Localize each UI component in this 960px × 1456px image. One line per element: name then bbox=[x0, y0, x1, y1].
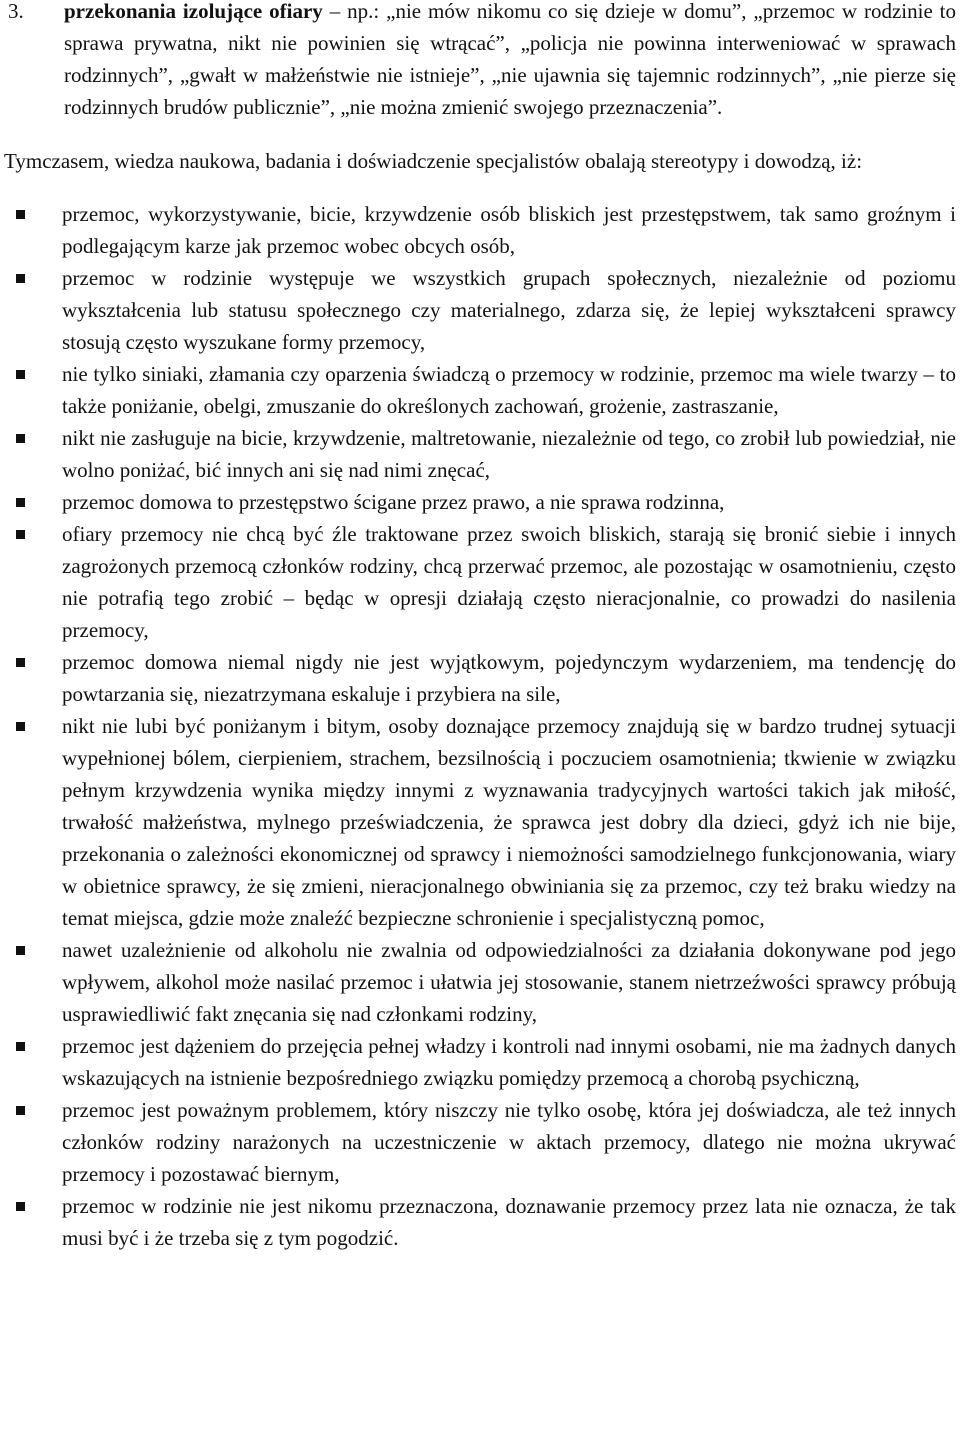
bullet-text: przemoc w rodzinie nie jest nikomu przeznaczona, doznawanie przemocy przez lata nie oznacza, że tak musi być i że trzeba się z tym pogodzić. bbox=[62, 1194, 956, 1250]
list-item bbox=[4, 262, 956, 358]
square-bullet-icon bbox=[16, 658, 25, 667]
bullet-text: ofiary przemocy nie chcą być źle traktowane przez swoich bliskich, starają się bronić siebie i innych zagrożonych przemocą członków rodziny, chcą przerwać przemoc, ale pozostając w osamotnieniu, często nie potrafią tego zrobić – będąc w opresji działają często nieracjonalnie, co prowadzi do nasilenia przemocy, bbox=[62, 522, 956, 642]
list-item bbox=[4, 934, 956, 1030]
list-item bbox=[4, 1094, 956, 1190]
bullet-text: przemoc, wykorzystywanie, bicie, krzywdzenie osób bliskich jest przestępstwem, tak samo groźnym i podlegającym karze jak przemoc wobec obcych osób, bbox=[62, 202, 956, 258]
list-item bbox=[4, 518, 956, 646]
bullet-text: nie tylko siniaki, złamania czy oparzenia świadczą o przemocy w rodzinie, przemoc ma wiele twarzy – to także poniżanie, obelgi, zmuszanie do określonych zachowań, grożenie, zastraszanie, bbox=[62, 362, 956, 418]
square-bullet-icon bbox=[16, 1042, 25, 1051]
square-bullet-icon bbox=[16, 1202, 25, 1211]
square-bullet-icon bbox=[16, 1106, 25, 1115]
list-item bbox=[4, 710, 956, 934]
list-item bbox=[4, 646, 956, 710]
bullet-text: przemoc domowa to przestępstwo ścigane przez prawo, a nie sprawa rodzinna, bbox=[62, 490, 725, 514]
list-item-number: 3. bbox=[8, 0, 24, 23]
bullet-text: nawet uzależnienie od alkoholu nie zwalnia od odpowiedzialności za działania dokonywane pod jego wpływem, alkohol może nasilać przemoc i ułatwia jej stosowanie, stanem nietrzeźwości sprawcy próbują usprawiedliwić fakt znęcania się nad członkami rodziny, bbox=[62, 938, 956, 1026]
list-item bbox=[4, 486, 956, 518]
item-3-text: np.: „nie mów nikomu co się dzieje w domu”, „przemoc w rodzinie to sprawa prywatna, nikt nie powinien się wtrącać”, „policja nie powinna interweniować w sprawach rodzinnych”, „gwałt w małżeństwie nie istnieje”, „nie ujawnia się tajemnic rodzinnych”, „nie pierze się rodzinnych brudów publicznie”, „nie można zmienić swojego przeznaczenia”. bbox=[64, 0, 957, 119]
square-bullet-icon bbox=[16, 210, 25, 219]
bullet-text: przemoc jest poważnym problemem, który niszczy nie tylko osobę, która jej doświadcza, ale też innych członków rodziny narażonych na uczestniczenie w aktach przemocy, dlatego nie można ukrywać przemocy i pozostawać biernym, bbox=[62, 1098, 956, 1186]
intro-paragraph: Tymczasem, wiedza naukowa, badania i doświadczenie specjalistów obalają stereotypy i dowodzą, iż: bbox=[4, 149, 863, 173]
square-bullet-icon bbox=[16, 530, 25, 539]
list-item bbox=[4, 422, 956, 486]
square-bullet-icon bbox=[16, 498, 25, 507]
square-bullet-icon bbox=[16, 434, 25, 443]
square-bullet-icon bbox=[16, 722, 25, 731]
square-bullet-icon bbox=[16, 946, 25, 955]
bold-term: przekonania izolujące ofiary bbox=[64, 0, 323, 23]
bullet-text: przemoc jest dążeniem do przejęcia pełnej władzy i kontroli nad innymi osobami, nie ma żadnych danych wskazujących na istnienie bezpośredniego związku pomiędzy przemocą a chorobą psychiczną, bbox=[62, 1034, 956, 1090]
bullet-list bbox=[4, 198, 956, 1254]
list-item bbox=[4, 198, 956, 262]
square-bullet-icon bbox=[16, 370, 25, 379]
bullet-text: nikt nie zasługuje na bicie, krzywdzenie, maltretowanie, niezależnie od tego, co zrobił lub powiedział, nie wolno poniżać, bić innych ani się nad nimi znęcać, bbox=[62, 426, 956, 482]
bullet-text: przemoc w rodzinie występuje we wszystkich grupach społecznych, niezależnie od poziomu wykształcenia lub statusu społecznego czy materialnego, zdarza się, że lepiej wykształceni sprawcy stosują często wyszukane formy przemocy, bbox=[62, 266, 956, 354]
bullet-text: nikt nie lubi być poniżanym i bitym, osoby doznające przemocy znajdują się w bardzo trudnej sytuacji wypełnionej bólem, cierpieniem, strachem, bezsilnością i poczuciem osamotnienia; tkwienie w związku pełnym krzywdzenia wynika między innymi z wyznawania tradycyjnych wartości takich jak miłość, trwałość małżeństwa, mylnego przeświadczenia, że sprawca jest dobry dla dzieci, gdyż ich nie bije, przekonania o zależności ekonomicznej od sprawcy i niemożności samodzielnego funkcjonowania, wiary w obietnice sprawcy, że się zmieni, nieracjonalnego obwiniania się za przemoc, czy też braku wiedzy na temat miejsca, gdzie może znaleźć bezpieczne schronienie i specjalistyczną pomoc, bbox=[62, 714, 956, 930]
list-item bbox=[4, 1190, 956, 1254]
list-item-3 bbox=[4, 0, 956, 123]
list-item bbox=[4, 1030, 956, 1094]
square-bullet-icon bbox=[16, 274, 25, 283]
term-dash: – bbox=[322, 0, 348, 23]
list-item bbox=[4, 358, 956, 422]
bullet-text: przemoc domowa niemal nigdy nie jest wyjątkowym, pojedynczym wydarzeniem, ma tendencję do powtarzania się, niezatrzymana eskaluje i przybiera na sile, bbox=[62, 650, 956, 706]
